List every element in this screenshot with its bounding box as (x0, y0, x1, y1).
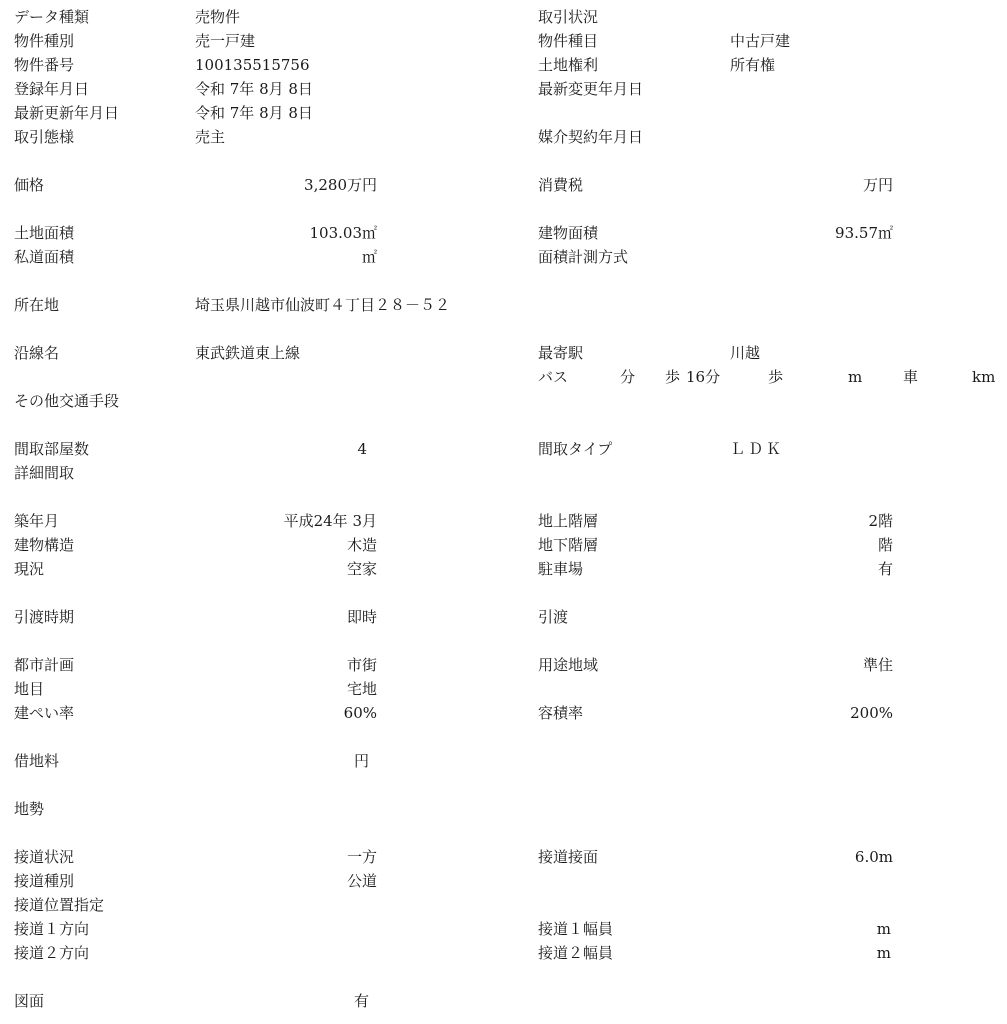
road-frontage-value: 6.0m (854, 848, 893, 866)
handover-time-label: 引渡時期 (14, 608, 75, 626)
brokerage-date-label: 媒介契約年月日 (538, 128, 644, 146)
land-area-label: 土地面積 (14, 224, 75, 242)
drawing-value: 有 (353, 992, 369, 1010)
terrain-label: 地勢 (14, 800, 45, 818)
transit-car: 車 (903, 368, 919, 386)
data-type-value: 売物件 (195, 8, 241, 26)
land-area-value: 103.03㎡ (309, 224, 377, 242)
layout-type-label: 間取タイプ (538, 440, 613, 458)
road-status-value: 一方 (346, 848, 377, 866)
transit-walk-2: 歩 (768, 368, 784, 386)
road2-width-label: 接道２幅員 (538, 944, 614, 962)
floors-above-label: 地上階層 (538, 512, 599, 530)
other-transport-label: その他交通手段 (14, 392, 120, 410)
coverage-ratio-label: 建ぺい率 (14, 704, 75, 722)
layout-type-value: ＬＤＫ (730, 440, 785, 458)
line-name-label: 沿線名 (14, 344, 60, 362)
parking-label: 駐車場 (538, 560, 584, 578)
road-status-label: 接道状況 (14, 848, 75, 866)
nearest-station-label: 最寄駅 (538, 344, 584, 362)
transit-meters-unit: m (848, 368, 863, 386)
line-name-value: 東武鉄道東上線 (195, 344, 301, 362)
land-rent-value: 円 (353, 752, 369, 770)
road1-direction-label: 接道１方向 (14, 920, 90, 938)
land-rights-value: 所有権 (730, 56, 776, 74)
registered-date-value: 令和 7年 8月 8日 (195, 80, 313, 98)
city-planning-label: 都市計画 (14, 656, 75, 674)
registered-date-label: 登録年月日 (14, 80, 90, 98)
road-frontage-label: 接道接面 (538, 848, 599, 866)
floors-below-label: 地下階層 (538, 536, 599, 554)
price-value: 3,280万円 (304, 176, 377, 194)
transaction-status-label: 取引状況 (538, 8, 599, 26)
property-kind-value: 売一戸建 (195, 32, 256, 50)
structure-label: 建物構造 (14, 536, 75, 554)
latest-change-date-label: 最新変更年月日 (538, 80, 644, 98)
building-area-label: 建物面積 (538, 224, 599, 242)
structure-value: 木造 (346, 536, 377, 554)
nearest-station-value: 川越 (730, 344, 761, 362)
coverage-ratio-value: 60% (343, 704, 377, 722)
road2-direction-label: 接道２方向 (14, 944, 90, 962)
current-state-value: 空家 (346, 560, 377, 578)
transit-bus: バス (538, 368, 569, 386)
data-type-label: データ種類 (14, 8, 90, 26)
drawing-label: 図面 (14, 992, 45, 1010)
use-zone-label: 用途地域 (538, 656, 599, 674)
property-kind-label: 物件種別 (14, 32, 75, 50)
transaction-mode-label: 取引態様 (14, 128, 75, 146)
use-zone-value: 準住 (862, 656, 893, 674)
transit-km-unit: km (972, 368, 996, 386)
latest-update-date-label: 最新更新年月日 (14, 104, 120, 122)
road1-width-value: m (876, 920, 891, 938)
detailed-layout-label: 詳細間取 (14, 464, 75, 482)
floor-area-ratio-label: 容積率 (538, 704, 584, 722)
road-designation-label: 接道位置指定 (14, 896, 105, 914)
road2-width-value: m (876, 944, 891, 962)
current-state-label: 現況 (14, 560, 45, 578)
built-date-value: 平成24年 3月 (283, 512, 377, 530)
handover-label: 引渡 (538, 608, 569, 626)
consumption-tax-value: 万円 (862, 176, 893, 194)
handover-time-value: 即時 (346, 608, 377, 626)
location-value: 埼玉県川越市仙波町４丁目２８－５２ (195, 296, 451, 314)
floor-area-ratio-value: 200% (850, 704, 893, 722)
land-rent-label: 借地料 (14, 752, 60, 770)
built-date-label: 築年月 (14, 512, 60, 530)
transaction-mode-value: 売主 (195, 128, 226, 146)
road-type-value: 公道 (346, 872, 377, 890)
private-road-area-value: ㎡ (361, 248, 377, 266)
city-planning-value: 市街 (346, 656, 377, 674)
room-count-value: 4 (357, 440, 367, 458)
road-type-label: 接道種別 (14, 872, 75, 890)
land-category-value: 宅地 (346, 680, 377, 698)
property-item-label: 物件種目 (538, 32, 599, 50)
road1-width-label: 接道１幅員 (538, 920, 614, 938)
transit-walk-time: 16分 (686, 368, 721, 386)
area-method-label: 面積計測方式 (538, 248, 629, 266)
transit-bus-minutes-unit: 分 (620, 368, 636, 386)
building-area-value: 93.57㎡ (835, 224, 893, 242)
land-category-label: 地目 (14, 680, 45, 698)
consumption-tax-label: 消費税 (538, 176, 584, 194)
land-rights-label: 土地権利 (538, 56, 599, 74)
property-item-value: 中古戸建 (730, 32, 791, 50)
latest-update-date-value: 令和 7年 8月 8日 (195, 104, 313, 122)
price-label: 価格 (14, 176, 45, 194)
property-number-value: 100135515756 (195, 56, 310, 74)
private-road-area-label: 私道面積 (14, 248, 75, 266)
floors-below-value: 階 (877, 536, 893, 554)
room-count-label: 間取部屋数 (14, 440, 90, 458)
property-number-label: 物件番号 (14, 56, 75, 74)
transit-walk: 歩 (665, 368, 681, 386)
location-label: 所在地 (14, 296, 60, 314)
floors-above-value: 2階 (868, 512, 893, 530)
parking-value: 有 (877, 560, 893, 578)
